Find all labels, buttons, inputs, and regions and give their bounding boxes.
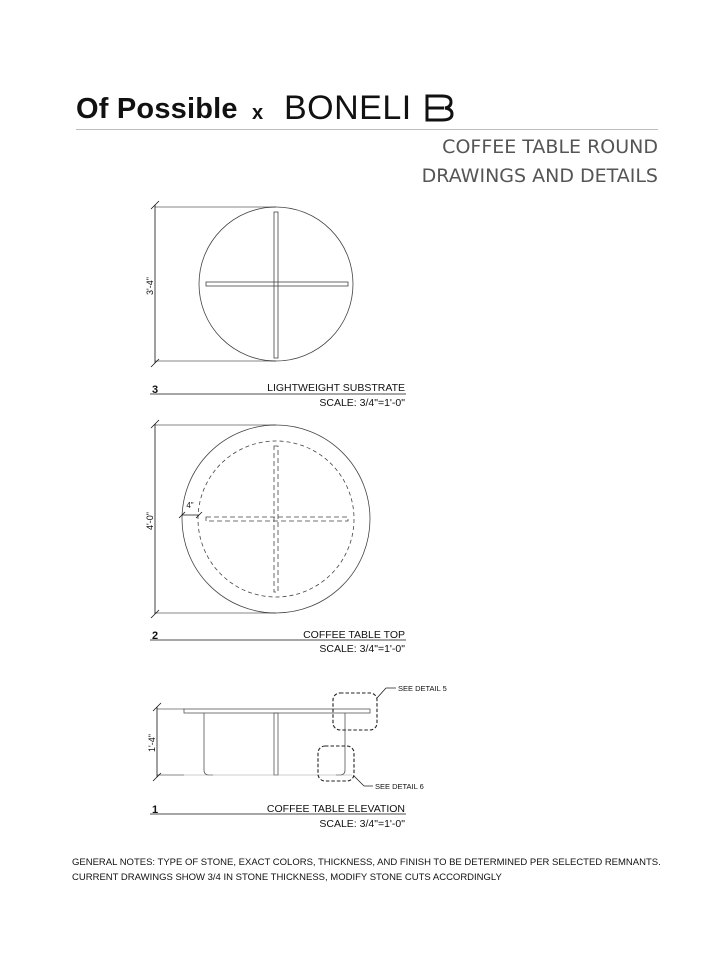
- drawing-number-1: 1: [152, 804, 159, 816]
- callout-see-detail-5: SEE DETAIL 5: [398, 684, 447, 693]
- callout-see-detail-6: SEE DETAIL 6: [375, 782, 424, 791]
- substrate-rib-vertical: [274, 212, 278, 358]
- drawing-scale-2: SCALE: 3/4"=1'-0": [319, 643, 405, 655]
- elevation-leg-left: [204, 713, 213, 775]
- tabletop-inner-dashed-circle: [198, 441, 354, 597]
- substrate-rib-horizontal: [206, 282, 348, 286]
- drawing-name-3: LIGHTWEIGHT SUBSTRATE: [267, 382, 405, 394]
- tabletop-rib-vertical: [274, 446, 278, 592]
- dimension-line-3: [151, 201, 276, 367]
- general-notes-line-1: GENERAL NOTES: TYPE OF STONE, EXACT COLORS, THICKNESS, AND FINISH TO BE DETERMINED PER SELECTED REMNANTS.: [72, 857, 661, 868]
- elevation-leg-center: [274, 713, 278, 775]
- sheet-title: COFFEE TABLE ROUND: [442, 136, 658, 158]
- drawing-scale-3: SCALE: 3/4"=1'-0": [319, 397, 405, 409]
- brand-collab-x: x: [252, 102, 264, 124]
- tabletop-plan: [182, 425, 370, 613]
- substrate-circle: [199, 207, 353, 361]
- elevation-view: [184, 709, 370, 775]
- drawing-name-1: COFFEE TABLE ELEVATION: [266, 803, 405, 815]
- brand-of-possible: Of Possible: [76, 93, 238, 125]
- elevation-leg-right: [336, 713, 345, 775]
- sheet-subtitle: DRAWINGS AND DETAILS: [421, 165, 658, 187]
- dimension-line-2: [151, 420, 276, 618]
- substrate-plan: [199, 207, 353, 361]
- drawing-scale-1: SCALE: 3/4"=1'-0": [319, 818, 405, 830]
- dimension-label-2: 4'-0": [145, 512, 155, 530]
- edge-dimension-label: 4": [186, 501, 194, 510]
- dimension-line-1: [153, 703, 184, 781]
- drawing-name-2: COFFEE TABLE TOP: [303, 629, 405, 641]
- dimension-label-3: 3'-4": [145, 277, 155, 295]
- general-notes-line-2: CURRENT DRAWINGS SHOW 3/4 IN STONE THICKNESS, MODIFY STONE CUTS ACCORDINGLY: [72, 872, 502, 883]
- drawing-number-2: 2: [152, 630, 159, 642]
- dimension-label-1: 1'-4": [147, 734, 157, 752]
- drawing-number-3: 3: [152, 384, 159, 396]
- elevation-tabletop-slab: [184, 709, 370, 713]
- brand-boneli: BONELI: [284, 89, 412, 127]
- tabletop-outer-circle: [182, 425, 370, 613]
- detail-6-callout-box: [318, 746, 354, 781]
- tabletop-rib-horizontal: [206, 517, 348, 521]
